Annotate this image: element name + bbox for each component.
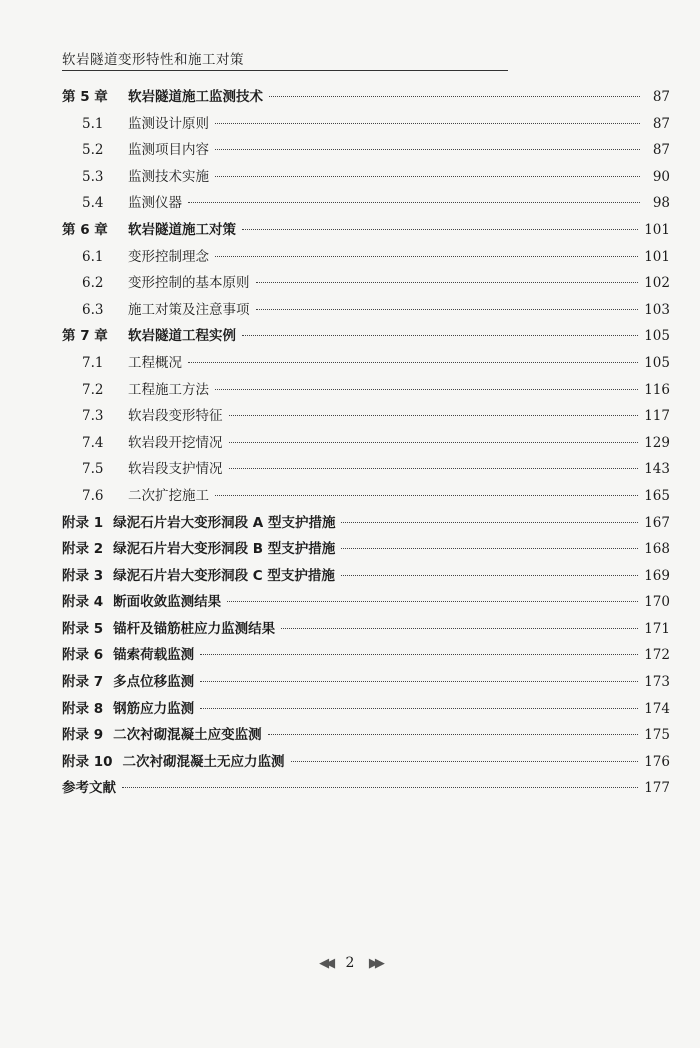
toc-entry-page: 87 [652,115,670,132]
dot-leader [215,149,640,150]
dot-leader [215,176,640,177]
toc-entry [62,563,670,590]
toc-entry-title: 变形控制理念 [128,248,209,265]
toc-entry-number: 6.3 [82,301,104,318]
toc-entry-number: 7.6 [82,487,104,504]
dot-leader [242,335,638,336]
toc-entry-number: 7.1 [82,354,104,371]
toc-entry-number: 附录 5 [62,620,104,637]
toc-entry [62,244,670,271]
dot-leader [281,628,638,629]
toc-entry-number: 5.4 [82,195,104,212]
toc-entry-number: 附录 1 [62,514,104,531]
toc-entry-page: 172 [644,647,670,664]
toc-entry [62,510,670,537]
dot-leader [200,681,638,682]
toc-entry-page: 101 [644,248,670,265]
toc-entry [62,350,670,377]
toc-entry-number: 附录 10 [62,753,113,770]
toc-entry-title: 软岩段支护情况 [128,461,223,478]
toc-entry [62,749,670,776]
toc-entry-page: 177 [644,780,670,797]
toc-entry-page: 105 [644,328,670,345]
toc-entry-title: 监测项目内容 [128,142,209,159]
toc-entry [62,323,670,350]
dot-leader [229,442,639,443]
toc-entry-page: 167 [644,514,670,531]
toc-entry-page: 171 [644,620,670,637]
toc-entry-title: 绿泥石片岩大变形洞段 C 型支护措施 [113,567,335,584]
toc-entry-number: 附录 9 [62,727,104,744]
toc-entry-page: 165 [644,487,670,504]
toc-entry [62,483,670,510]
toc-entry-page: 90 [652,168,670,185]
toc-entry-number: 第 7 章 [62,328,108,345]
dot-leader [188,362,638,363]
toc-entry [62,775,670,802]
toc-entry-number: 7.2 [82,381,104,398]
dot-leader [341,575,638,576]
dot-leader [215,256,638,257]
toc-entry-number: 附录 2 [62,541,104,558]
dot-leader [215,123,640,124]
dot-leader [122,787,638,788]
toc-entry-title: 多点位移监测 [113,674,195,691]
toc-entry-number: 5.1 [82,115,104,132]
dot-leader [229,415,639,416]
toc-entry-page: 170 [644,594,670,611]
toc-entry-page: 87 [652,89,670,105]
page-number: 2 [345,955,355,971]
toc-entry-page: 173 [644,674,670,691]
toc-entry-title: 变形控制的基本原则 [128,275,250,292]
toc-entry-number: 附录 6 [62,647,104,664]
toc-entry-number: 附录 4 [62,594,104,611]
dot-leader [200,708,638,709]
toc-entry-number: 7.4 [82,434,104,451]
dot-leader [291,761,639,762]
toc-entry-page: 103 [644,301,670,318]
toc-entry-number: 6.1 [82,248,104,265]
dot-leader [256,282,639,283]
toc-entry [62,669,670,696]
toc-entry [62,297,670,324]
toc-entry-number: 6.2 [82,275,104,292]
toc-entry-title: 二次衬砌混凝土无应力监测 [122,753,285,770]
toc-entry-number: 7.3 [82,408,104,425]
dot-leader [227,601,638,602]
toc-entry [62,536,670,563]
toc-entry [62,84,670,111]
toc-entry-title: 断面收敛监测结果 [113,594,222,611]
toc-entry-title: 绿泥石片岩大变形洞段 A 型支护措施 [113,514,336,531]
toc-entry [62,722,670,749]
toc-entry-title: 监测技术实施 [128,168,209,185]
header-rule [62,70,508,71]
toc-entry [62,217,670,244]
toc-entry-title: 锚索荷载监测 [113,647,195,664]
toc-entry-page: 101 [644,221,670,238]
toc-entry-title: 锚杆及锚筋桩应力监测结果 [113,620,276,637]
toc-entry-page: 105 [644,354,670,371]
toc-entry-page: 143 [644,461,670,478]
toc-entry-page: 168 [644,541,670,558]
toc-entry-page: 176 [644,753,670,770]
toc-entry-page: 129 [644,434,670,451]
toc-entry-title: 绿泥石片岩大变形洞段 B 型支护措施 [113,541,336,558]
dot-leader [215,389,638,390]
toc-entry [62,696,670,723]
toc-entry [62,164,670,191]
toc-entry-page: 175 [644,727,670,744]
toc-entry-page: 116 [644,381,670,398]
toc-entry [62,430,670,457]
toc-entry-title: 施工对策及注意事项 [128,301,250,318]
toc-entry-number: 第 5 章 [62,89,108,105]
dot-leader [256,309,639,310]
toc-entry-page: 174 [644,700,670,717]
toc-entry [62,642,670,669]
right-arrow-ornament: ▶▶ [368,956,381,971]
toc-entry-title: 监测仪器 [128,195,182,212]
dot-leader [341,548,638,549]
toc-entry-title: 工程施工方法 [128,381,209,398]
dot-leader [215,495,638,496]
toc-entry [62,616,670,643]
left-arrow-ornament: ◀◀ [319,956,332,971]
toc-entry-title: 二次扩挖施工 [128,487,209,504]
toc-entry-title: 参考文献 [62,780,116,797]
toc-entry [62,456,670,483]
toc-entry-title: 监测设计原则 [128,115,209,132]
toc-entry-number: 5.2 [82,142,104,159]
toc-entry [62,589,670,616]
toc-entry-title: 软岩隧道施工监测技术 [128,89,263,105]
dot-leader [341,522,638,523]
toc-entry [62,377,670,404]
toc-entry [62,190,670,217]
toc-entry-title: 工程概况 [128,354,182,371]
toc-entry-title: 二次衬砌混凝土应变监测 [113,727,262,744]
toc-entry [62,270,670,297]
toc-entry-number: 附录 7 [62,674,104,691]
dot-leader [229,468,639,469]
toc-entry-page: 87 [652,142,670,159]
page-footer [0,955,700,971]
toc-entry-number: 7.5 [82,461,104,478]
toc-entry [62,403,670,430]
toc-entry-title: 软岩隧道施工对策 [128,221,236,238]
toc-entry-number: 第 6 章 [62,221,108,238]
dot-leader [200,654,638,655]
dot-leader [188,202,640,203]
toc-entry-page: 169 [644,567,670,584]
toc-entry [62,111,670,138]
toc-entry-title: 软岩段变形特征 [128,408,223,425]
running-header: 软岩隧道变形特性和施工对策 [62,52,244,68]
table-of-contents [62,84,670,802]
toc-entry-page: 117 [644,408,670,425]
dot-leader [268,734,639,735]
toc-entry-title: 软岩段开挖情况 [128,434,223,451]
toc-entry-page: 102 [644,275,670,292]
toc-entry [62,137,670,164]
toc-entry-title: 钢筋应力监测 [113,700,195,717]
toc-entry-page: 98 [652,195,670,212]
toc-entry-number: 附录 8 [62,700,104,717]
toc-entry-number: 附录 3 [62,567,104,584]
toc-entry-number: 5.3 [82,168,104,185]
dot-leader [269,96,640,97]
dot-leader [242,229,638,230]
toc-entry-title: 软岩隧道工程实例 [128,328,236,345]
